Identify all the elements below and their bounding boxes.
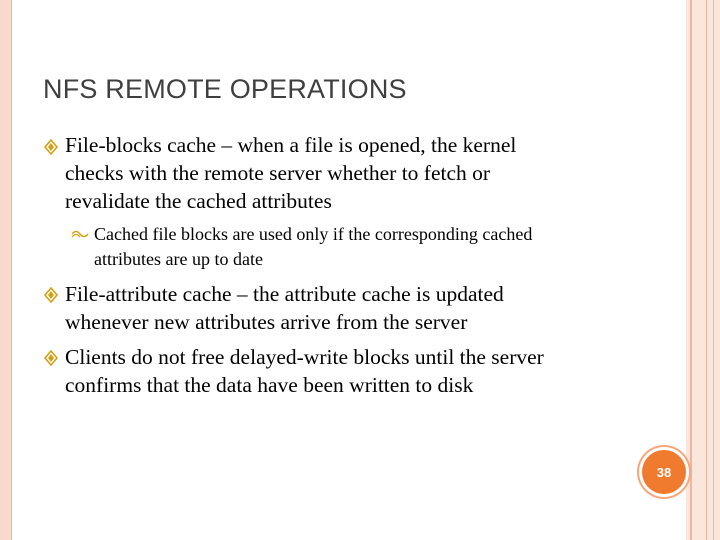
bullet-line: checks with the remote server whether to fetch or (65, 161, 491, 185)
slide-title: NFS REMOTE OPERATIONS (43, 74, 407, 104)
bullet-icon (43, 287, 59, 303)
bullet-line: File-blocks cache – when a file is opened, the kernel (65, 133, 517, 157)
bullet-icon (43, 139, 59, 155)
bullet-line: Clients do not free delayed-write blocks until the server (65, 345, 544, 369)
right-frame-line (706, 0, 707, 540)
bullet-icon (43, 350, 59, 366)
bullet-line: attributes are up to date (94, 249, 263, 269)
bullet-line: whenever new attributes arrive from the server (65, 310, 468, 334)
bullet-line: revalidate the cached attributes (65, 189, 332, 213)
bullet-line: Cached file blocks are used only if the corresponding cached (94, 224, 533, 244)
bullet-file-attribute-cache (65, 280, 504, 336)
sub-bullet-cached-file-blocks (94, 222, 532, 272)
right-frame-line (690, 0, 692, 540)
right-frame-line (713, 0, 714, 540)
left-frame-border (0, 0, 12, 540)
bullet-line: confirms that the data have been written to disk (65, 373, 474, 397)
slide-number-badge: 38 (642, 450, 686, 494)
bullet-file-blocks-cache (65, 131, 516, 215)
bullet-delayed-write-blocks (65, 343, 544, 399)
bullet-line: File-attribute cache – the attribute cache is updated (65, 282, 504, 306)
sub-bullet-icon (71, 228, 89, 240)
